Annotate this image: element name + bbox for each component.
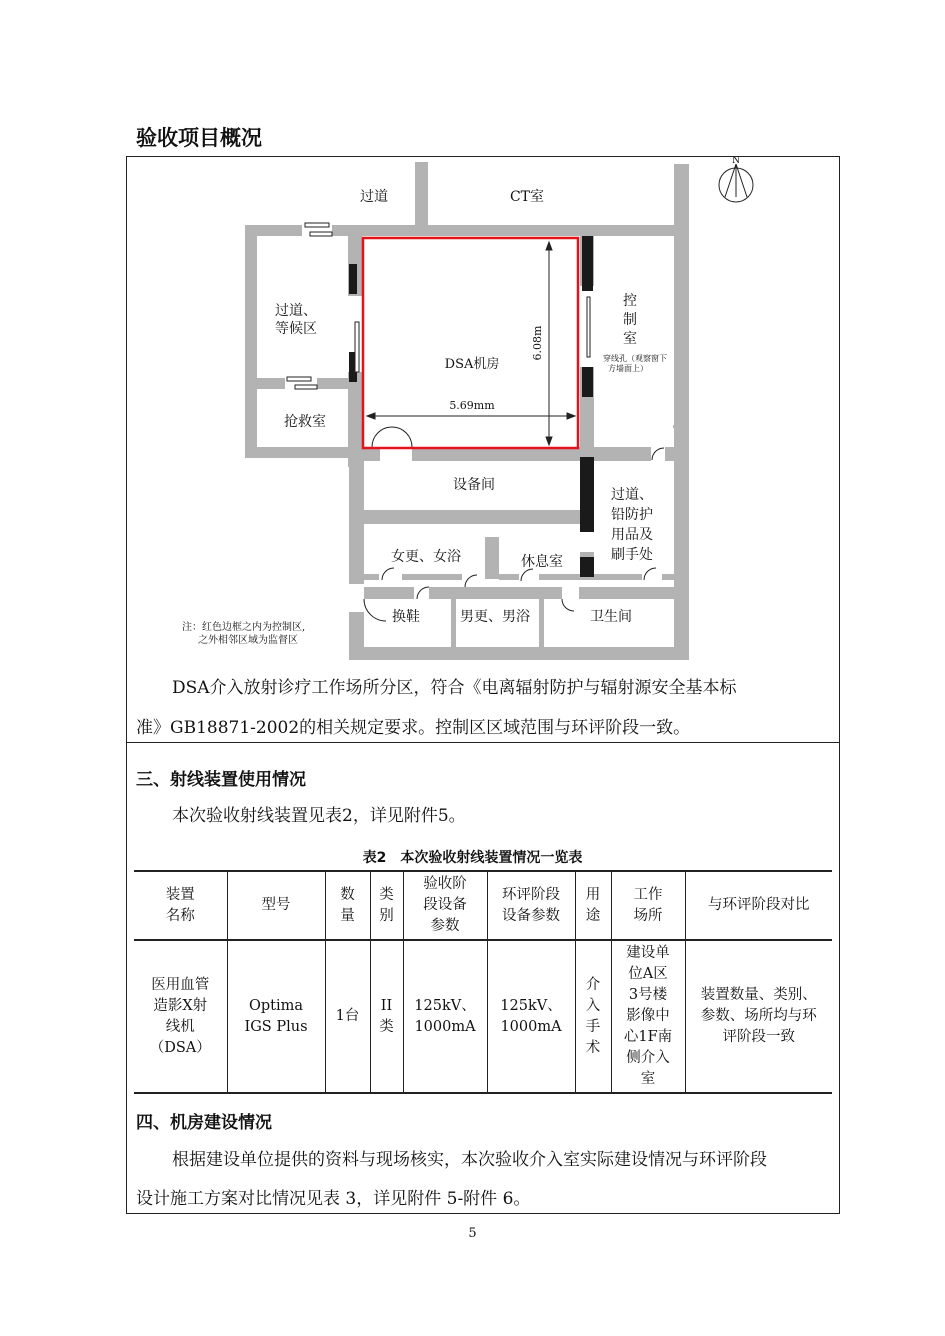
table-cell: 125kV、 1000mA [487,940,575,1093]
room-control-1: 控 [623,293,637,309]
table-cell: 建设单 位A区 3号楼 影像中 心1F南 侧介入 室 [611,940,685,1093]
table-cell: II 类 [370,940,403,1093]
col-header: 装置 名称 [134,871,227,940]
north-label: N [732,157,740,166]
table-cell: 125kV、 1000mA [403,940,487,1093]
col-header: 验收阶 段设备 参数 [403,871,487,940]
room-corridor-top: 过道 [360,189,388,205]
room-ct: CT室 [509,189,545,205]
floor-plan [127,157,839,667]
col-header: 用 途 [575,871,611,940]
room-lead-2: 铅防护 [611,507,653,523]
section4-para-2: 设计施工方案对比情况见表 3，详见附件 5-附件 6。 [136,1189,531,1209]
col-header: 型号 [227,871,325,940]
room-dsa: DSA机房 [444,357,500,372]
col-header: 环评阶段 设备参数 [487,871,575,940]
section4-title: 四、机房建设情况 [136,1113,272,1133]
room-rescue: 抢救室 [284,414,326,430]
north-arrow-icon [719,164,753,202]
table-caption: 表2 本次验收射线装置情况一览表 [362,850,583,866]
col-header: 与环评阶段对比 [685,871,832,940]
zone-note-2: 之外相邻区域为监督区 [198,635,298,646]
page-number: 5 [468,1226,477,1241]
room-lead-4: 刷手处 [611,547,653,563]
room-shoes: 换鞋 [392,609,420,625]
room-control-3: 室 [623,331,637,347]
col-header: 数 量 [325,871,370,940]
col-header: 工作 场所 [611,871,685,940]
room-control-2: 制 [623,312,637,328]
page-heading: 验收项目概况 [136,126,262,150]
zone-note-1: 注：红色边框之内为控制区, [182,622,306,633]
section3-title: 三、射线装置使用情况 [136,770,306,790]
table-cell: Optima IGS Plus [227,940,325,1093]
cable-note-1: 穿线孔（观察窗下 [603,354,667,363]
table-cell: 1台 [325,940,370,1093]
dim-width: 5.69mm [449,399,495,412]
table-cell: 装置数量、类别、 参数、场所均与环 评阶段一致 [685,940,832,1093]
room-equipment: 设备间 [453,477,495,493]
room-male: 男更、男浴 [460,609,530,625]
table-cell: 介 入 手 术 [575,940,611,1093]
dim-height: 6.08m [531,325,544,361]
table-cell: 医用血管 造影X射 线机 （DSA） [134,940,227,1093]
room-lead-1: 过道、 [611,487,653,503]
room-toilet: 卫生间 [590,609,632,625]
table-row [134,940,832,1093]
section3-para: 本次验收射线装置见表2，详见附件5。 [172,806,466,826]
room-waiting-2: 等候区 [275,321,317,337]
section4-para-1: 根据建设单位提供的资料与现场核实，本次验收介入室实际建设情况与环评阶段 [172,1150,767,1170]
device-table [134,870,832,1094]
col-header: 类 别 [370,871,403,940]
zoning-para-1: DSA介入放射诊疗工作场所分区，符合《电离辐射防护与辐射源安全基本标 [172,678,737,698]
room-female: 女更、女浴 [391,549,461,565]
room-lead-3: 用品及 [611,527,653,543]
room-waiting-1: 过道、 [275,303,317,319]
table-header-row [134,871,832,940]
divider-1 [126,742,840,743]
cable-note-2: 方墙面上） [608,364,648,373]
zoning-para-2: 准》GB18871-2002的相关规定要求。控制区区域范围与环评阶段一致。 [136,718,691,738]
room-rest: 休息室 [521,554,563,570]
